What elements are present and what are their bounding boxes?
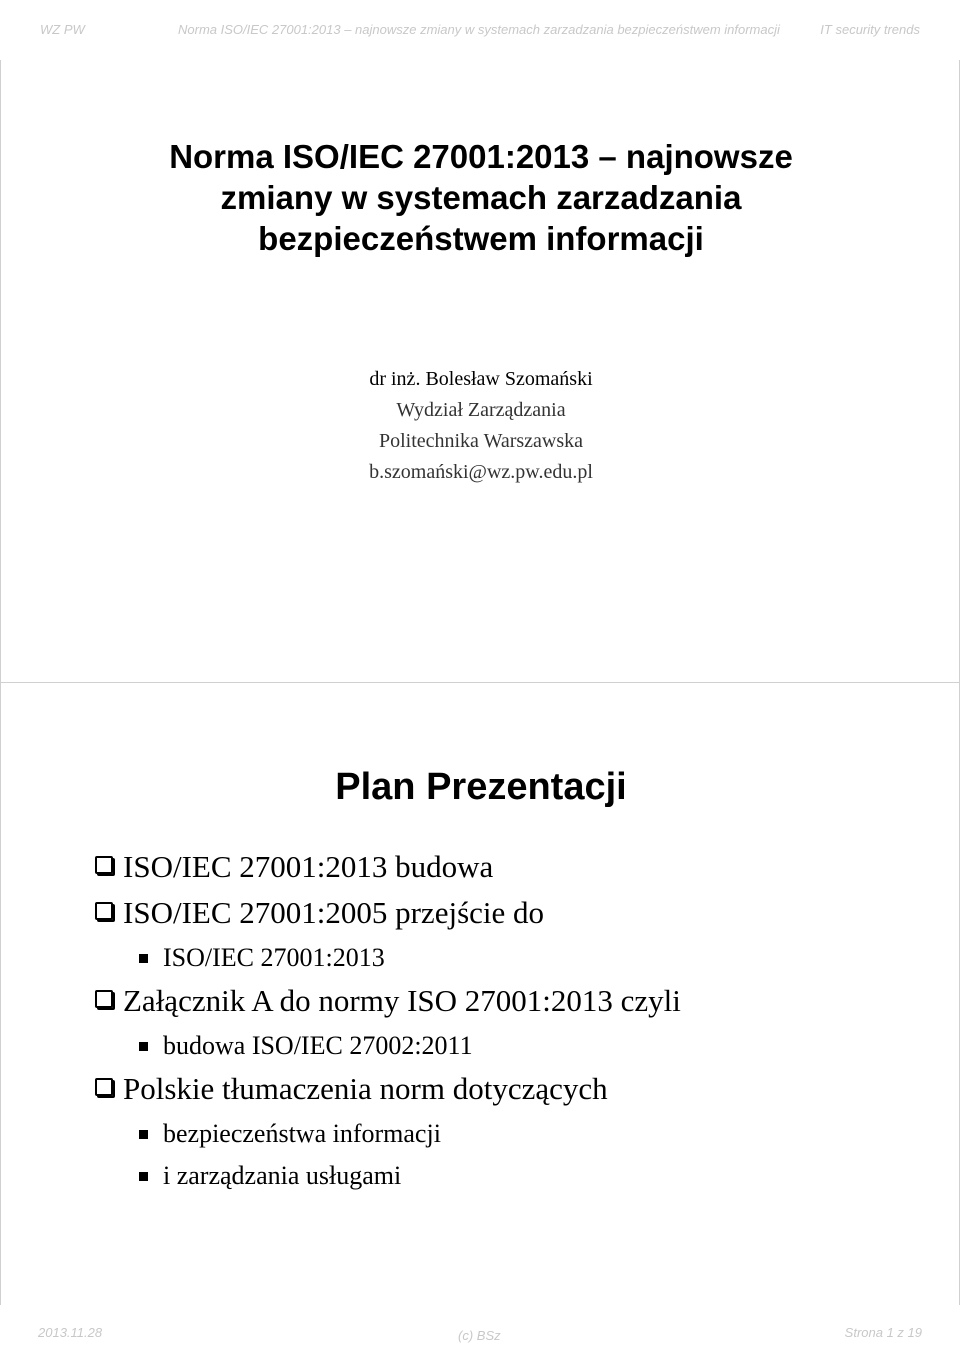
slide-2	[0, 683, 960, 1305]
agenda-item-text: ISO/IEC 27001:2013	[163, 943, 385, 972]
agenda-subitem	[93, 1119, 933, 1149]
agenda-item-text: ISO/IEC 27001:2005 przejście do	[123, 895, 545, 930]
slide-1	[0, 60, 960, 682]
author-university: Politechnika Warszawska	[378, 430, 584, 452]
square-bullet-icon	[139, 1172, 148, 1181]
checkbox-bullet-icon	[95, 856, 113, 874]
slide-1-title-line: zmiany w systemach zarzadzania	[220, 179, 742, 216]
agenda-list	[93, 849, 933, 1191]
slide-2-title: Plan Prezentacji	[335, 766, 627, 808]
agenda-item-text: Polskie tłumaczenia norm dotyczących	[123, 1071, 608, 1106]
agenda-subitem	[93, 943, 933, 973]
agenda-item	[93, 983, 933, 1019]
agenda-item-text: bezpieczeństwa informacji	[163, 1119, 441, 1148]
agenda-item	[93, 1071, 933, 1107]
header-left-label: WZ PW	[40, 22, 85, 37]
author-name: dr inż. Bolesław Szomański	[369, 368, 593, 390]
author-block	[1, 364, 960, 488]
header-right-label: IT security trends	[820, 22, 920, 37]
agenda-item-text: i zarządzania usługami	[163, 1161, 402, 1190]
footer-copyright: (c) BSz	[458, 1328, 501, 1343]
agenda-item-text: ISO/IEC 27001:2013 budowa	[123, 849, 494, 884]
agenda-item-text: budowa ISO/IEC 27002:2011	[163, 1031, 473, 1060]
slide-1-title-line: bezpieczeństwem informacji	[258, 220, 704, 257]
footer-date: 2013.11.28	[38, 1325, 103, 1340]
author-email: b.szomański@wz.pw.edu.pl	[369, 461, 593, 483]
slide-1-title	[1, 136, 960, 259]
square-bullet-icon	[139, 954, 148, 963]
agenda-item-text: Załącznik A do normy ISO 27001:2013 czyli	[123, 983, 681, 1018]
checkbox-bullet-icon	[95, 1078, 113, 1096]
square-bullet-icon	[139, 1042, 148, 1051]
header-center-label: Norma ISO/IEC 27001:2013 – najnowsze zmiany w systemach zarzadzania bezpieczeństwem informacji	[178, 22, 780, 37]
agenda-subitem	[93, 1161, 933, 1191]
agenda-item	[93, 849, 933, 885]
agenda-item	[93, 895, 933, 931]
checkbox-bullet-icon	[95, 990, 113, 1008]
checkbox-bullet-icon	[95, 902, 113, 920]
slide-1-title-line: Norma ISO/IEC 27001:2013 – najnowsze	[169, 138, 793, 175]
footer-page-number: Strona 1 z 19	[844, 1325, 922, 1340]
square-bullet-icon	[139, 1130, 148, 1139]
agenda-subitem	[93, 1031, 933, 1061]
author-department: Wydział Zarządzania	[396, 399, 566, 421]
